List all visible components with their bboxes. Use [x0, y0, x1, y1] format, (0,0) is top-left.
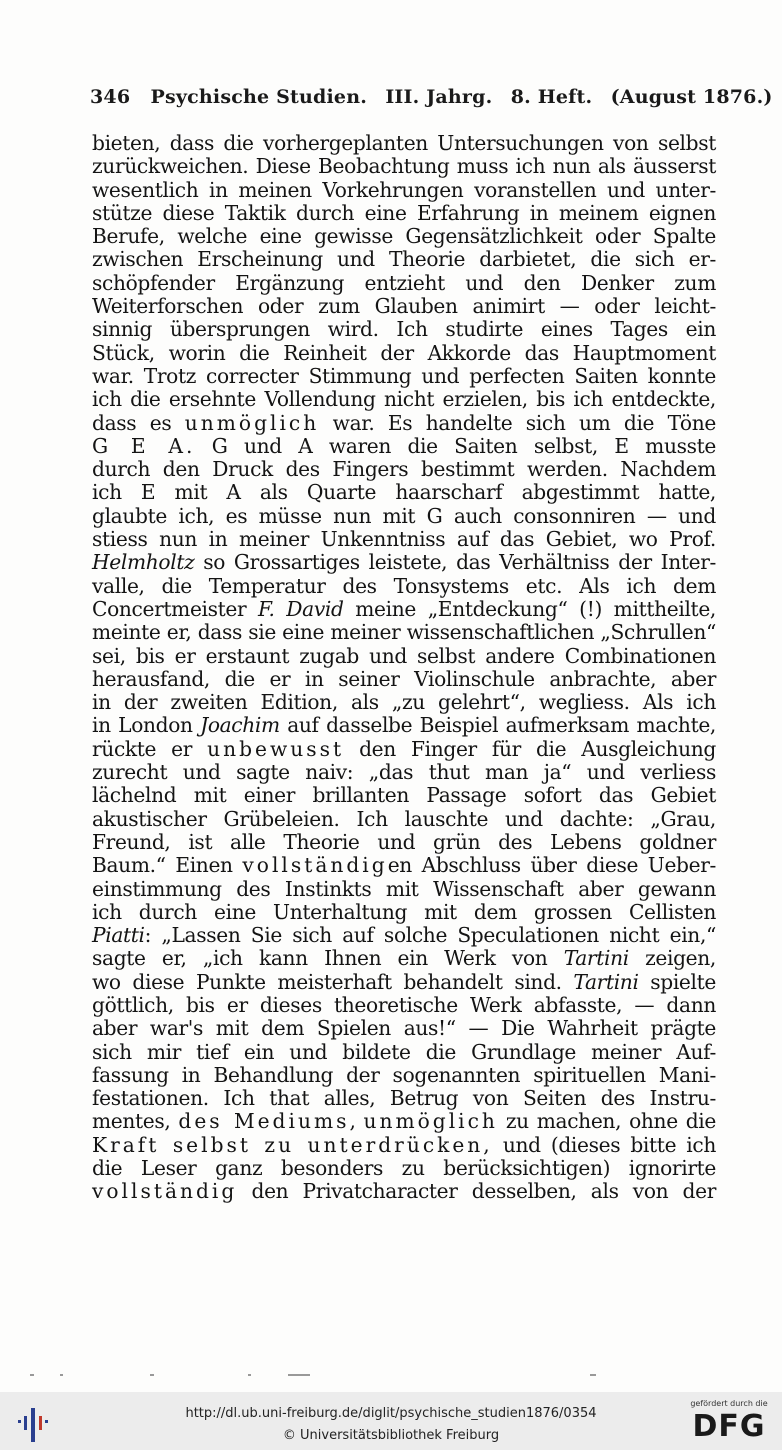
text-line: sei, bis er erstaunt zugab und selbst andere Combinationen [92, 643, 716, 668]
issue-label: 8. Heft. [510, 86, 593, 108]
text-line: die Leser ganz besonders zu berücksichtigen) ignorirte [92, 1156, 716, 1181]
copyright-notice: © Universitätsbibliothek Freiburg [282, 1428, 500, 1443]
journal-title: Psychische Studien. [150, 86, 368, 108]
text-line: ich die ersehnte Vollendung nicht erzielen, bis ich entdeckte, [92, 387, 716, 412]
text-line: wo diese Punkte meisterhaft behandelt sind. Tartini spielte [92, 969, 716, 994]
text-line: einstimmung des Instinkts mit Wissenschaft aber gewann [92, 876, 716, 901]
text-line: akustischer Grübeleien. Ich lauschte und dachte: „Grau, [92, 806, 716, 831]
issue-date: (August 1876.) [610, 86, 773, 108]
text-line: Baum.“ Einen vollständigen Abschluss über diese Ueber- [92, 853, 717, 878]
text-line: ich E mit A als Quarte haarscharf abgestimmt hatte, [92, 480, 716, 505]
text-line: ich durch eine Unterhaltung mit dem grossen Cellisten [92, 899, 716, 924]
running-header [90, 86, 773, 108]
text-line: lächelnd mit einer brillanten Passage sofort das Gebiet [92, 783, 716, 808]
funding-note: gefördert durch die [690, 1399, 768, 1408]
text-line: herausfand, die er in seiner Violinschule anbrachte, aber [92, 666, 716, 691]
text-line: Berufe, welche eine gewisse Gegensätzlichkeit oder Spalte [92, 224, 716, 249]
text-line: glaubte ich, es müsse nun mit G auch consonniren — und [92, 503, 716, 528]
text-line: zurecht und sagte naiv: „das thut man ja“ und verliess [92, 760, 716, 785]
text-line: durch den Druck des Fingers bestimmt werden. Nachdem [92, 457, 716, 482]
text-line: aber war's mit dem Spielen aus!“ — Die Wahrheit prägte [92, 1016, 716, 1041]
text-line: dass es unmöglich war. Es handelte sich um die Töne [92, 410, 716, 435]
text-line: G E A. G und A waren die Saiten selbst, E musste [92, 433, 716, 458]
text-line: zwischen Erscheinung und Theorie darbietet, die sich er- [92, 247, 716, 272]
text-line: sinnig übersprungen wird. Ich studirte eines Tages ein [92, 317, 716, 342]
text-line: Piatti: „Lassen Sie sich auf solche Speculationen nicht ein,“ [92, 923, 716, 948]
text-line: meinte er, dass sie eine meiner wissenschaftlichen „Schrullen“ [92, 620, 716, 645]
volume-label: III. Jahrg. [385, 86, 493, 108]
text-line: zurückweichen. Diese Beobachtung muss ich nun als äusserst [92, 154, 716, 179]
text-line: in der zweiten Edition, als „zu gelehrt“, wegliess. Als ich [92, 690, 716, 715]
text-line: vollständig den Privatcharacter desselben, als von der [92, 1179, 716, 1204]
text-line: mentes, des Mediums, unmöglich zu machen, ohne die [92, 1109, 717, 1134]
body-text [92, 132, 716, 1204]
page-number: 346 [90, 86, 131, 108]
text-line: rückte er unbewusst den Finger für die Ausgleichung [92, 736, 716, 761]
footer-bar [0, 1392, 782, 1450]
text-line: göttlich, bis er dieses theoretische Werk abfasste, — dann [92, 992, 716, 1017]
text-line: Freund, ist alle Theorie und grün des Lebens goldner [92, 829, 716, 854]
text-line: Kraft selbst zu unterdrücken, und (dieses bitte ich [92, 1132, 716, 1157]
text-line: war. Trotz correcter Stimmung und perfecten Saiten konnte [92, 363, 716, 388]
dfg-logo: DFG [692, 1409, 766, 1444]
scan-specks [30, 1374, 750, 1380]
text-line: sich mir tief ein und bildete die Grundlage meiner Auf- [92, 1039, 716, 1064]
text-line: valle, die Temperatur des Tonsystems etc. Als ich dem [92, 573, 716, 598]
text-line: wesentlich in meinen Vorkehrungen voranstellen und unter- [92, 177, 716, 202]
text-line: Stück, worin die Reinheit der Akkorde das Hauptmoment [92, 340, 716, 365]
text-line: bieten, dass die vorhergeplanten Untersuchungen von selbst [92, 131, 716, 155]
text-line: Concertmeister F. David meine „Entdeckung“ (!) mittheilte, [92, 596, 716, 621]
text-line: fassung in Behandlung der sogenannten spirituellen Mani- [92, 1062, 716, 1087]
text-line: Weiterforschen oder zum Glauben animirt — oder leicht- [92, 294, 716, 319]
text-line: schöpfender Ergänzung entzieht und den Denker zum [92, 270, 716, 295]
text-line: sagte er, „ich kann Ihnen ein Werk von Tartini zeigen, [92, 946, 716, 971]
text-line: stütze diese Taktik durch eine Erfahrung in meinem eignen [92, 200, 716, 225]
text-line: in London Joachim auf dasselbe Beispiel aufmerksam machte, [92, 713, 716, 738]
text-line: festationen. Ich that alles, Betrug von Seiten des Instru- [92, 1086, 716, 1111]
text-line: Helmholtz so Grossartiges leistete, das Verhältniss der Inter- [92, 550, 716, 575]
source-url[interactable]: http://dl.ub.uni-freiburg.de/diglit/psychische_studien1876/0354 [185, 1406, 597, 1421]
text-line: stiess nun in meiner Unkenntniss auf das Gebiet, wo Prof. [92, 527, 716, 552]
